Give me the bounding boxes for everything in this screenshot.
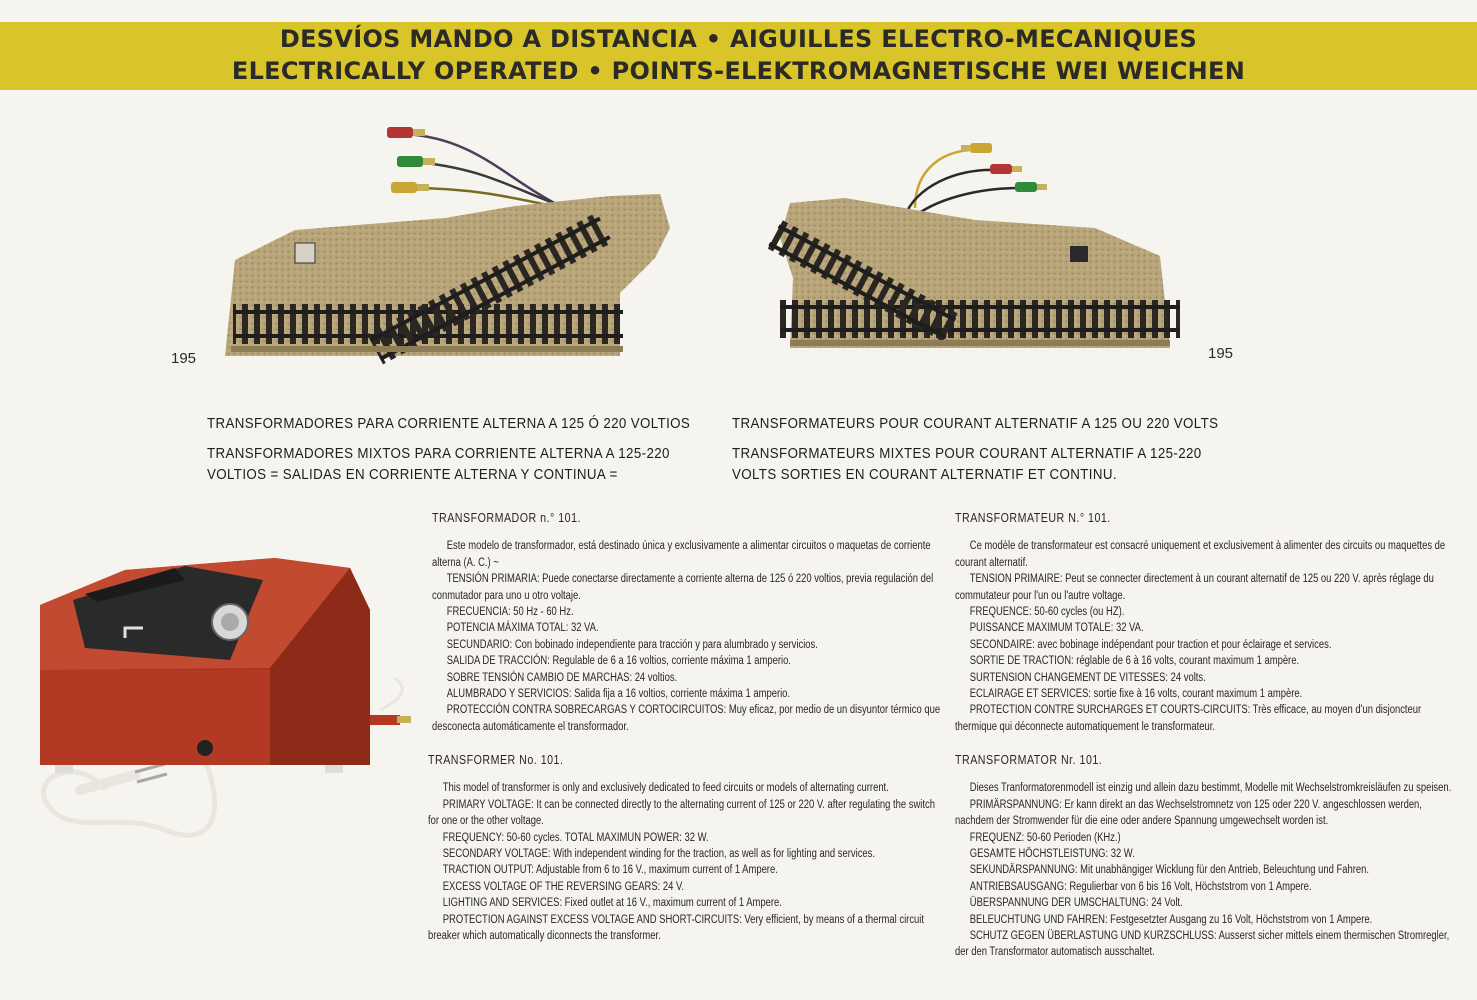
en-line: PROTECTION AGAINST EXCESS VOLTAGE AND SHORT-CIRCUITS: Very efficient, by means of a thermal circuit breaker which automatically diconnects the transformer. [428, 913, 925, 943]
es-line: SECUNDARIO: Con bobinado independiente para tracción y para alumbrado y servicios. [446, 638, 818, 651]
fr-line: SECONDAIRE: avec bobinage indépendant pour traction et pour éclairage et services. [969, 638, 1332, 651]
es-line: Este modelo de transformador, está destinado única y exclusivamente a alimentar circuitos o maquetas de corriente alterna (A. C.) ~ [432, 540, 931, 569]
es-line: SALIDA DE TRACCIÓN: Regulable de 6 a 16 voltios, corriente máxima 1 amperio. [446, 655, 791, 668]
spanish-description [432, 510, 940, 735]
es-line: ALUMBRADO Y SERVICIOS: Salida fija a 16 voltios, corriente máxima 1 amperio. [446, 688, 791, 701]
fr-line: SURTENSION CHANGEMENT DE VITESSES: 24 volts. [969, 671, 1206, 684]
de-line: ÜBERSPANNUNG DER UMSCHALTUNG: 24 Volt. [969, 897, 1183, 910]
fr-line: FREQUENCE: 50-60 cycles (ou HZ). [969, 606, 1125, 619]
es-line: TENSIÓN PRIMARIA: Puede conectarse directamente a corriente alterna de 125 ó 220 voltios, previa regulación del conmutador para uno u otro voltaje. [432, 573, 934, 602]
es-line: SOBRE TENSIÓN CAMBIO DE MARCHAS: 24 voltios. [446, 671, 678, 684]
heading-fr-2: TRANSFORMATEURS MIXTES POUR COURANT ALTERNATIF A 125-220 VOLTS SORTIES EN COURANT ALTERNATIF ET CONTINU. [732, 446, 1202, 483]
title-banner [0, 22, 1477, 90]
de-line: SCHUTZ GEGEN ÜBERLASTUNG UND KURZSCHLUSS: Ausserst sicher mittels einem thermischen Stromregler, der den Transformator automatisch ausschaltet. [955, 930, 1450, 959]
fr-line: Ce modèle de transformateur est consacré uniquement et exclusivement à alimenter des circuits ou maquettes de courant alternatif. [955, 540, 1446, 569]
en-line: SECONDARY VOLTAGE: With independent winding for the traction, as well as for lighting and services. [442, 848, 876, 861]
en-line: PRIMARY VOLTAGE: It can be connected directly to the alternating current of 125 or 220 V. after regulating the switch for one or the other voltage. [428, 798, 935, 828]
heading-french [732, 414, 1236, 495]
banner-title-line-2: ELECTRICALLY OPERATED • POINTS-ELEKTROMAGNETISCHE WEI WEICHEN [231, 57, 1246, 85]
fr-title: TRANSFORMATEUR N.° 101. [955, 510, 1111, 525]
right-turnout-photo [765, 128, 1185, 363]
es-line: POTENCIA MÁXIMA TOTAL: 32 VA. [446, 622, 599, 635]
de-line: SEKUNDÄRSPANNUNG: Mit unabhängiger Wicklung für den Antrieb, Beleuchtung und Fahren. [969, 864, 1369, 877]
en-line: This model of transformer is only and exclusively dedicated to feed circuits or models of alternating current. [442, 782, 889, 795]
de-title: TRANSFORMATOR Nr. 101. [955, 752, 1103, 767]
heading-fr-1: TRANSFORMATEURS POUR COURANT ALTERNATIF A 125 OU 220 VOLTS [732, 416, 1219, 432]
fr-line: ECLAIRAGE ET SERVICES: sortie fixe à 16 volts, courant maximum 1 ampère. [969, 688, 1303, 701]
de-line: BELEUCHTUNG UND FAHREN: Festgesetzter Ausgang zu 16 Volt, Höchststrom von 1 Ampere. [969, 913, 1373, 926]
fr-line: PUISSANCE MAXIMUM TOTALE: 32 VA. [969, 622, 1144, 635]
es-title: TRANSFORMADOR n.° 101. [432, 510, 581, 525]
english-description [428, 752, 936, 944]
de-line: GESAMTE HÖCHSTLEISTUNG: 32 W. [969, 848, 1135, 861]
heading-es-2: TRANSFORMADORES MIXTOS PARA CORRIENTE ALTERNA A 125-220 VOLTIOS = SALIDAS EN CORRIENTE ALTERNA Y CONTINUA = [207, 446, 670, 483]
en-line: EXCESS VOLTAGE OF THE REVERSING GEARS: 24 V. [442, 880, 685, 893]
de-line: ANTRIEBSAUSGANG: Regulierbar von 6 bis 16 Volt, Höchststrom von 1 Ampere. [969, 880, 1312, 893]
de-line: PRIMÄRSPANNUNG: Er kann direkt an das Wechselstromnetz von 125 oder 220 V. angeschlossen werden, nachdem der Stromwender für die eine oder andere Spannung umgewechselt worden ist. [955, 798, 1422, 828]
fr-line: TENSION PRIMAIRE: Peut se connecter directement à un courant alternatif de 125 ou 220 V. après réglage du commutateur pour l'un ou l'autre voltage. [955, 573, 1434, 602]
es-line: FRECUENCIA: 50 Hz - 60 Hz. [446, 606, 574, 619]
transformer-photo [25, 550, 435, 880]
es-line: PROTECCIÓN CONTRA SOBRECARGAS Y CORTOCIRCUITOS: Muy eficaz, por medio de un disyuntor térmico que desconecta automáticamente el transformador. [432, 704, 941, 733]
banner-title-line-1: DESVÍOS MANDO A DISTANCIA • AIGUILLES ELECTRO-MECANIQUES [279, 25, 1198, 53]
en-line: FREQUENCY: 50-60 cycles. TOTAL MAXIMUN POWER: 32 W. [442, 831, 709, 844]
de-line: FREQUENZ: 50-60 Perioden (KHz.) [969, 831, 1121, 844]
de-line: Dieses Tranformatorenmodell ist einzig und allein dazu bestimmt, Modelle mit Wechselstromkreisläufen zu speisen. [969, 782, 1452, 795]
left-turnout-photo [215, 118, 675, 368]
german-description [955, 752, 1459, 961]
fr-line: SORTIE DE TRACTION: réglable de 6 à 16 volts, courant maximum 1 ampère. [969, 655, 1300, 668]
en-line: LIGHTING AND SERVICES: Fixed outlet at 16 V., maximum current of 1 Ampere. [442, 897, 782, 910]
figure-number-left: 195 [171, 350, 197, 367]
en-line: TRACTION OUTPUT: Adjustable from 6 to 16 V., maximum current of 1 Ampere. [442, 864, 778, 877]
heading-es-1: TRANSFORMADORES PARA CORRIENTE ALTERNA A 125 Ó 220 VOLTIOS [207, 416, 691, 432]
figure-number-right: 195 [1208, 345, 1234, 362]
heading-spanish [207, 414, 713, 495]
french-description [955, 510, 1459, 735]
en-title: TRANSFORMER No. 101. [428, 752, 564, 767]
fr-line: PROTECTION CONTRE SURCHARGES ET COURTS-CIRCUITS: Très efficace, au moyen d'un disjoncteur thermique qui déconnecte automatiquement le transformateur. [955, 704, 1422, 733]
